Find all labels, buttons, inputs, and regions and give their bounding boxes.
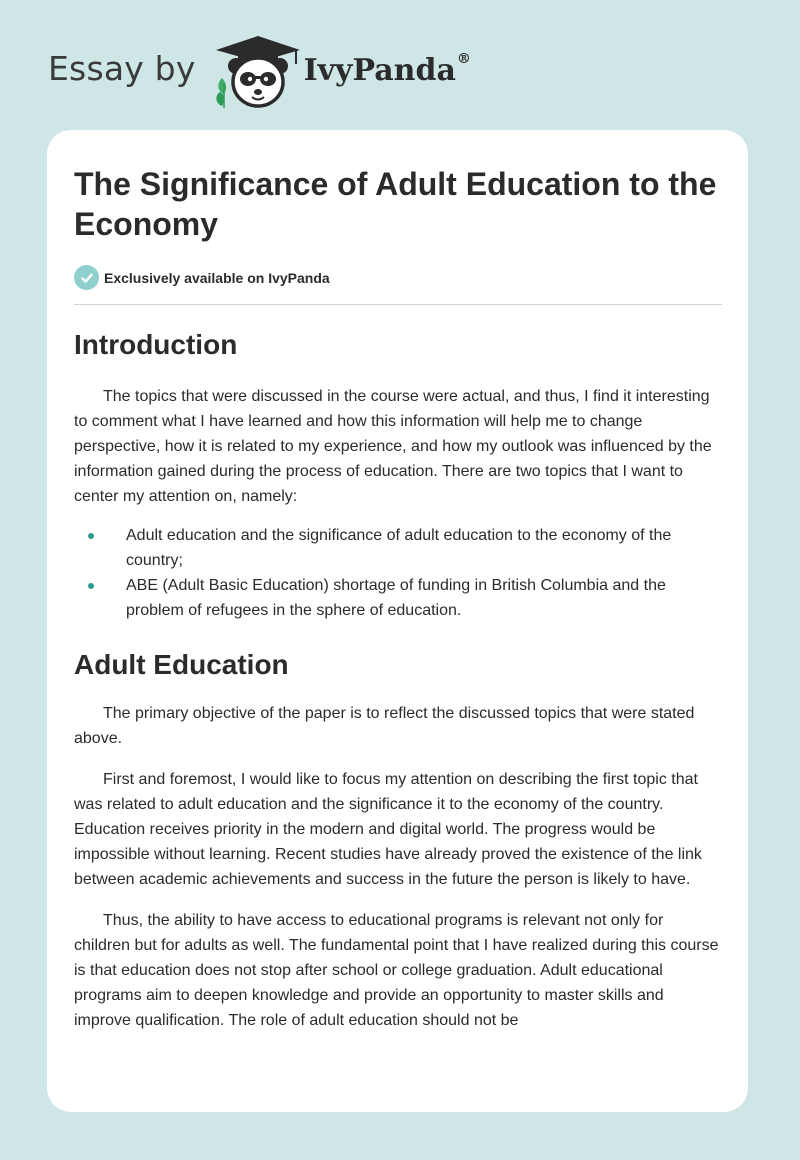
essay-card <box>47 130 748 1112</box>
section-heading-adult-education: Adult Education <box>74 649 289 680</box>
section-heading-introduction: Introduction <box>74 329 238 360</box>
check-icon <box>74 265 99 290</box>
paragraph: The topics that were discussed in the course were actual, and thus, I find it interesting to comment what I have learned and how this information will help me to change perspective, how it is related to my experience, and how my outlook was influenced by the information gained during the process of education. There are two topics that I want to center my attention on, namely: <box>74 388 712 505</box>
essay-by-label: Essay by <box>48 48 196 88</box>
brand-name[interactable]: IvyPanda® <box>303 50 471 88</box>
paragraph: First and foremost, I would like to focus my attention on describing the first topic that was related to adult education and the significance it to the economy of the country. Education receives priority in the modern and digital world. The progress would be impossible without learning. Recent studies have already proved the existence of the link between academic achievements and success in the future the person is likely to have. <box>74 771 702 888</box>
bullet-icon <box>88 533 94 539</box>
paragraph: The primary objective of the paper is to reflect the discussed topics that were stated above. <box>74 705 695 747</box>
topic-list <box>74 523 722 623</box>
bullet-icon <box>88 583 94 589</box>
exclusive-label: Exclusively available on IvyPanda <box>104 269 330 286</box>
site-header <box>48 34 471 110</box>
ivypanda-logo-icon[interactable] <box>212 34 304 110</box>
essay-title: The Significance of Adult Education to the Economy <box>74 166 717 242</box>
exclusive-badge <box>74 265 722 305</box>
paragraph: Thus, the ability to have access to educational programs is relevant not only for children but for adults as well. The fundamental point that I have realized during this course is that education does not stop after school or college graduation. Adult educational programs aim to deepen knowledge and provide an opportunity to master skills and improve qualification. The role of adult education should not be <box>74 912 719 1029</box>
list-item: Adult education and the significance of adult education to the economy of the country; <box>74 523 722 573</box>
list-item: ABE (Adult Basic Education) shortage of funding in British Columbia and the problem of refugees in the sphere of education. <box>74 573 722 623</box>
